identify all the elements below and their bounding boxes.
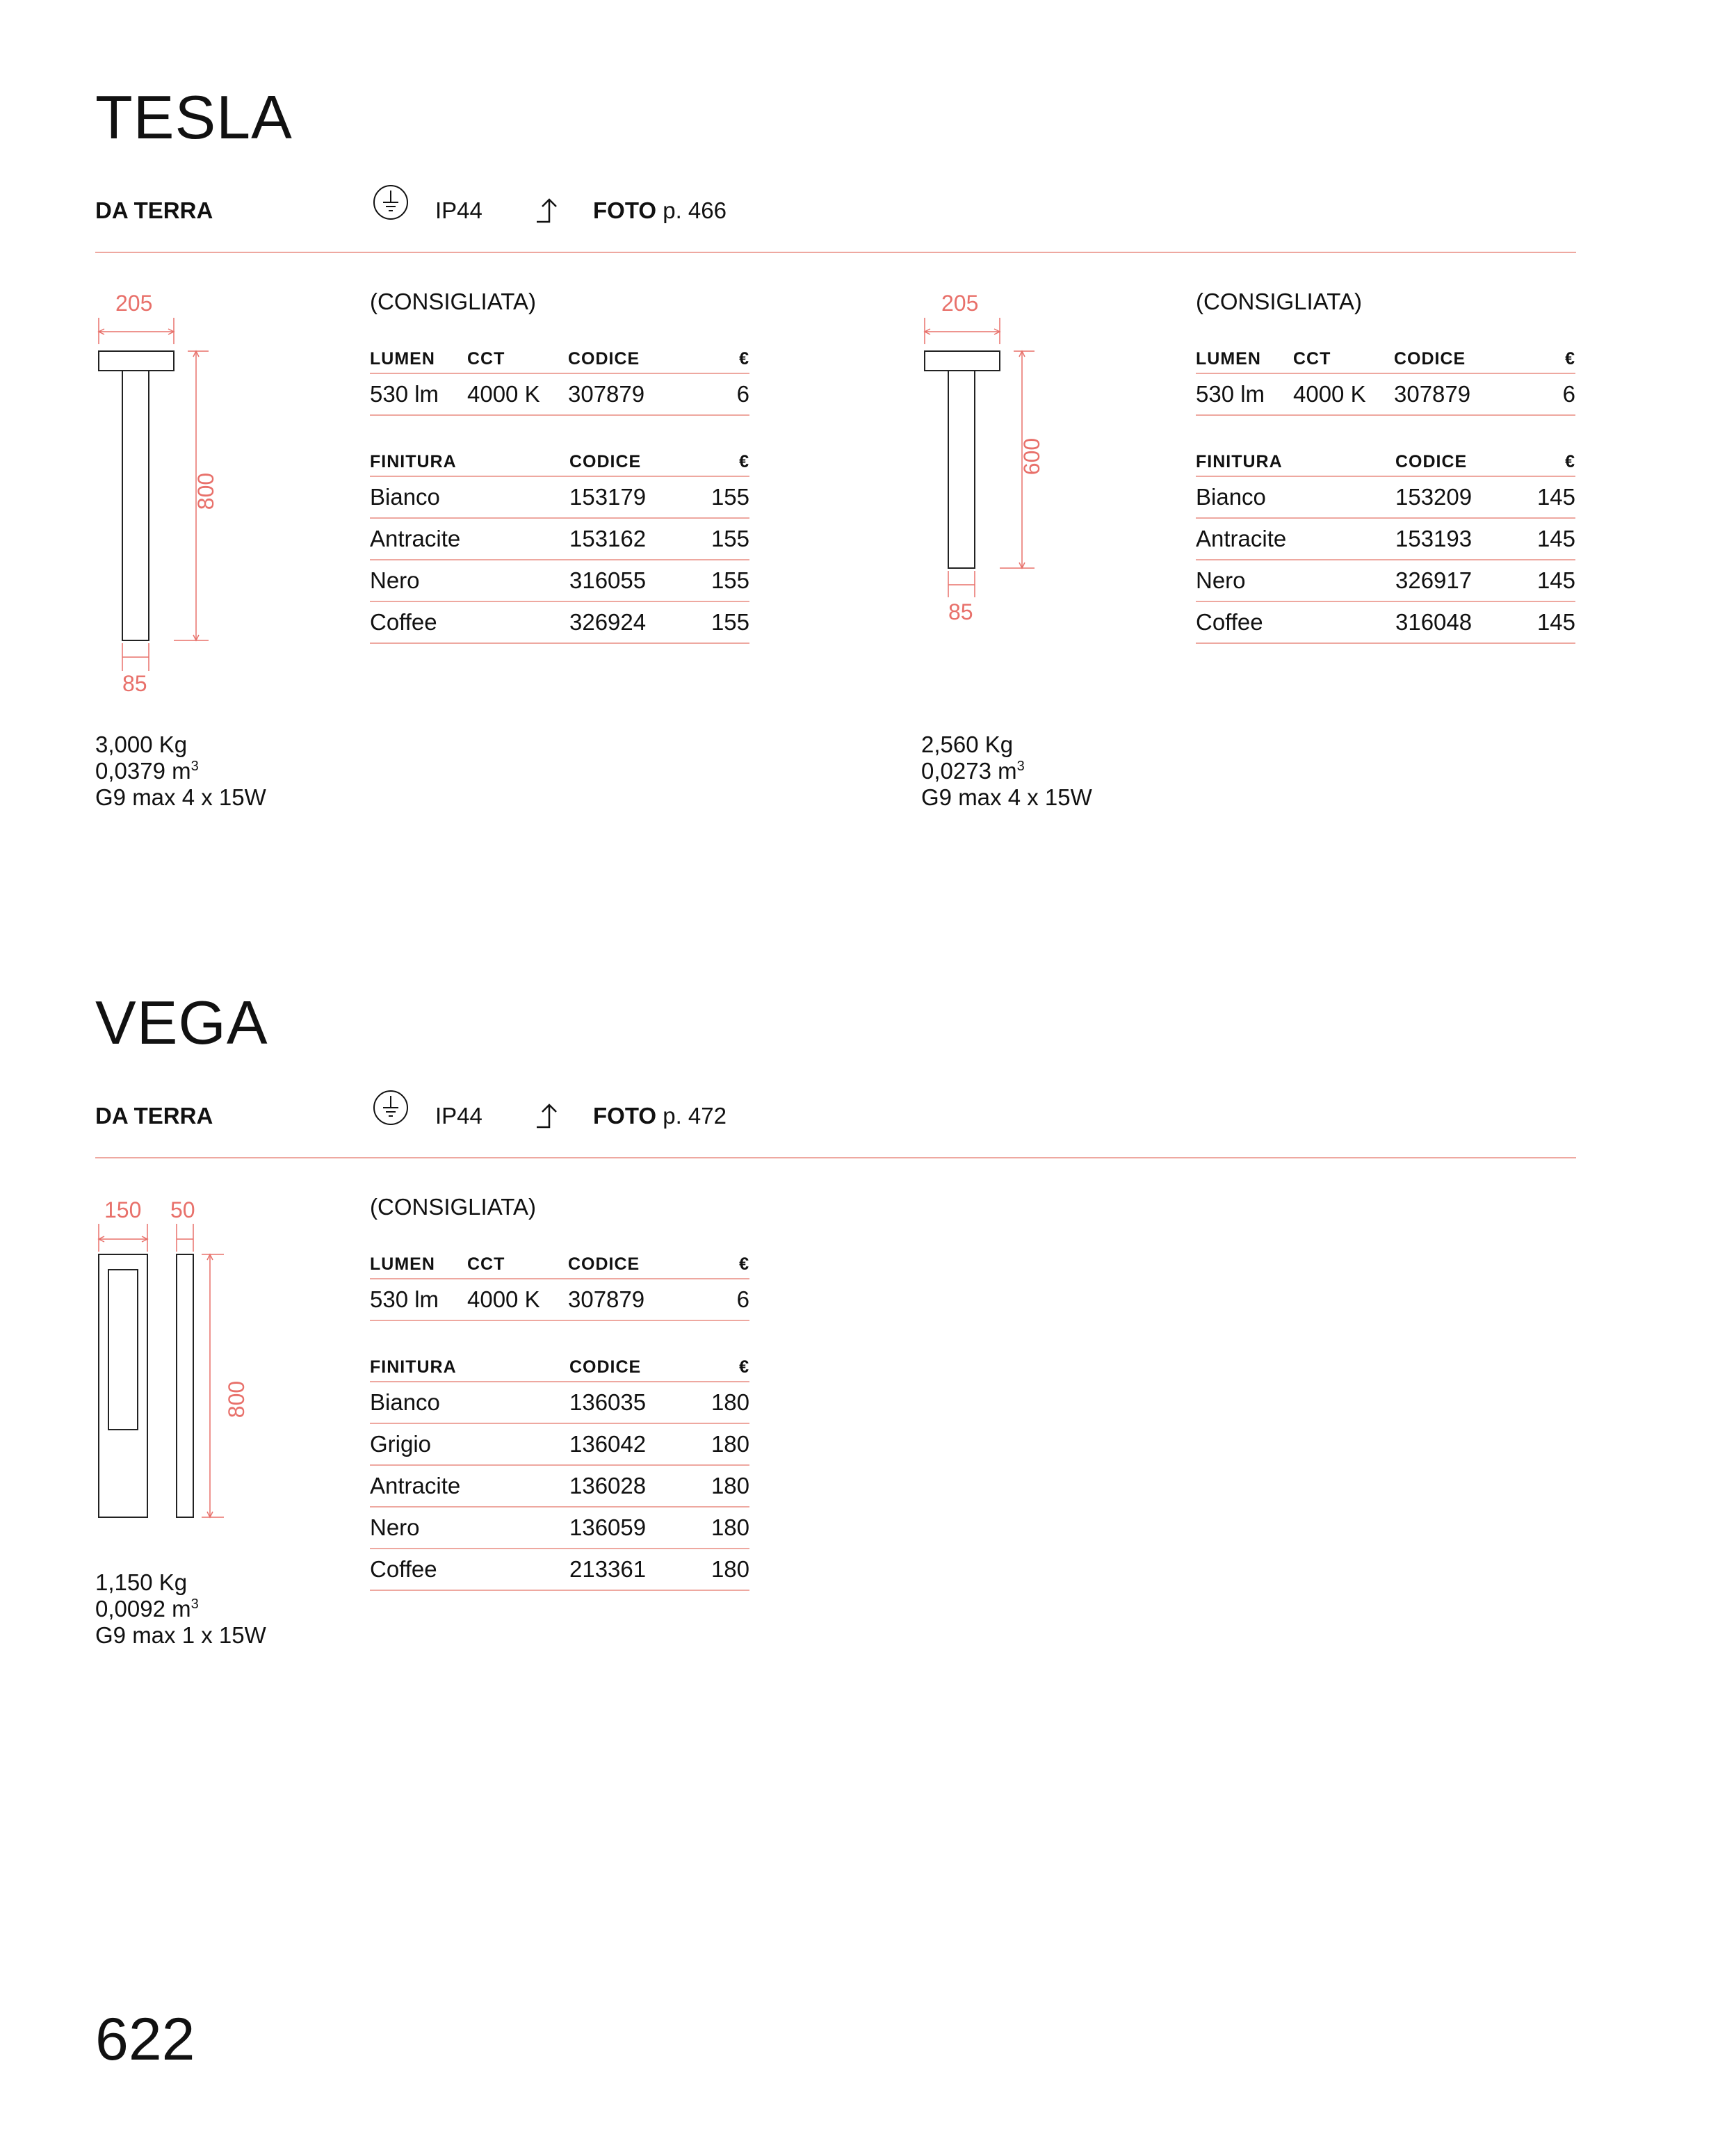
code-value: 307879 bbox=[1394, 381, 1471, 407]
section-divider bbox=[95, 1157, 1576, 1158]
finish-price: 180 bbox=[711, 1514, 749, 1540]
specs-block bbox=[95, 1569, 266, 1649]
finish-name: Antracite bbox=[370, 1473, 461, 1498]
table-row bbox=[370, 1508, 749, 1549]
finish-header-row bbox=[1196, 451, 1575, 477]
finish-name: Coffee bbox=[370, 1556, 437, 1582]
table-row bbox=[1196, 560, 1575, 602]
finish-code: 136042 bbox=[569, 1431, 647, 1457]
finish-name: Nero bbox=[370, 567, 420, 593]
table-row bbox=[370, 1382, 749, 1424]
finish-name: Antracite bbox=[1196, 526, 1287, 551]
finish-price: 155 bbox=[711, 567, 749, 593]
finish-code: 136028 bbox=[569, 1473, 647, 1498]
category-label: DA TERRA bbox=[95, 197, 213, 223]
lamp-header-row bbox=[370, 1253, 749, 1279]
finish-code: 153209 bbox=[1395, 484, 1473, 510]
dim-height: 800 bbox=[193, 472, 219, 510]
table-row bbox=[370, 602, 749, 644]
foto-label: FOTO bbox=[593, 197, 657, 223]
finish-code: 136059 bbox=[569, 1514, 647, 1540]
lamp-spec: G9 max 1 x 15W bbox=[95, 1622, 266, 1648]
price-value: 6 bbox=[736, 381, 749, 407]
finish-name: Bianco bbox=[1196, 484, 1266, 510]
finish-header-row bbox=[370, 451, 749, 477]
volume: 0,0092 m bbox=[95, 1596, 191, 1622]
finish-name: Grigio bbox=[370, 1431, 432, 1457]
finish-price: 145 bbox=[1536, 609, 1575, 635]
section-divider bbox=[95, 252, 1576, 253]
cct-value: 4000 K bbox=[1293, 381, 1366, 407]
lumen-value: 530 lm bbox=[1196, 381, 1265, 407]
header-code: CODICE bbox=[1394, 349, 1466, 369]
ground-symbol-icon bbox=[373, 184, 409, 220]
table-row bbox=[370, 477, 749, 519]
finish-price: 180 bbox=[711, 1431, 749, 1457]
foto-label: FOTO bbox=[593, 1103, 657, 1129]
header-code: CODICE bbox=[569, 452, 642, 471]
lamp-table bbox=[370, 348, 749, 644]
weight: 1,150 Kg bbox=[95, 1569, 188, 1595]
table-row bbox=[370, 519, 749, 560]
finish-name: Coffee bbox=[1196, 609, 1263, 635]
table-row bbox=[370, 374, 749, 416]
header-price: € bbox=[739, 452, 749, 471]
finish-code: 316048 bbox=[1395, 609, 1473, 635]
finish-name: Antracite bbox=[370, 526, 461, 551]
category-label: DA TERRA bbox=[95, 1103, 213, 1129]
lamp-table bbox=[1196, 348, 1575, 644]
lumen-value: 530 lm bbox=[370, 381, 439, 407]
vega-drawing bbox=[90, 1224, 243, 1523]
volume: 0,0273 m bbox=[921, 758, 1017, 784]
finish-name: Coffee bbox=[370, 609, 437, 635]
cct-value: 4000 K bbox=[467, 1286, 540, 1312]
lamp-table bbox=[370, 1253, 749, 1591]
dim-height: 600 bbox=[1019, 437, 1045, 476]
finish-price: 155 bbox=[711, 526, 749, 551]
volume-line bbox=[95, 758, 266, 784]
header-lumen: LUMEN bbox=[370, 1254, 435, 1274]
dim-depth: 50 bbox=[170, 1197, 195, 1222]
dim-top-width: 205 bbox=[115, 291, 153, 316]
header-finish: FINITURA bbox=[1196, 452, 1283, 471]
page-number: 622 bbox=[95, 2006, 195, 2073]
volume-unit: 3 bbox=[1016, 759, 1025, 774]
specs-block bbox=[921, 732, 1092, 811]
photo-reference[interactable] bbox=[593, 1103, 727, 1129]
header-code: CODICE bbox=[1395, 452, 1468, 471]
finish-price: 180 bbox=[711, 1473, 749, 1498]
finish-code: 316055 bbox=[569, 567, 647, 593]
lamp-spec: G9 max 4 x 15W bbox=[921, 784, 1092, 810]
table-row bbox=[370, 1279, 749, 1321]
finish-name: Bianco bbox=[370, 484, 440, 510]
header-price: € bbox=[739, 1254, 749, 1274]
table-row bbox=[370, 560, 749, 602]
product-title-vega: VEGA bbox=[95, 988, 268, 1057]
table-row bbox=[1196, 602, 1575, 644]
finish-code: 153193 bbox=[1395, 526, 1473, 551]
finish-price: 145 bbox=[1536, 484, 1575, 510]
price-value: 6 bbox=[1562, 381, 1575, 407]
finish-price: 180 bbox=[711, 1556, 749, 1582]
volume-unit: 3 bbox=[190, 759, 199, 774]
recommended-label: (CONSIGLIATA) bbox=[370, 1194, 536, 1220]
header-finish: FINITURA bbox=[370, 452, 457, 471]
volume: 0,0379 m bbox=[95, 758, 191, 784]
dim-top-width: 205 bbox=[941, 291, 979, 316]
foto-page: p. 466 bbox=[656, 197, 727, 223]
ip-rating: IP44 bbox=[435, 1103, 482, 1129]
finish-name: Nero bbox=[1196, 567, 1246, 593]
header-cct: CCT bbox=[1293, 349, 1331, 369]
finish-name: Nero bbox=[370, 1514, 420, 1540]
lamp-header-row bbox=[370, 348, 749, 374]
header-code: CODICE bbox=[568, 1254, 640, 1274]
header-cct: CCT bbox=[467, 349, 505, 369]
weight: 3,000 Kg bbox=[95, 732, 188, 757]
dim-width: 150 bbox=[104, 1197, 142, 1222]
lamp-header-row bbox=[1196, 348, 1575, 374]
finish-code: 136035 bbox=[569, 1389, 647, 1415]
weight: 2,560 Kg bbox=[921, 732, 1014, 757]
product-title-tesla: TESLA bbox=[95, 83, 293, 152]
ground-symbol-icon bbox=[373, 1090, 409, 1126]
finish-code: 153162 bbox=[569, 526, 647, 551]
volume-line bbox=[921, 758, 1092, 784]
volume-unit: 3 bbox=[190, 1597, 199, 1612]
lumen-value: 530 lm bbox=[370, 1286, 439, 1312]
table-row bbox=[1196, 519, 1575, 560]
foto-page: p. 472 bbox=[656, 1103, 727, 1129]
finish-code: 153179 bbox=[569, 484, 647, 510]
finish-code: 213361 bbox=[569, 1556, 647, 1582]
header-price: € bbox=[739, 1357, 749, 1377]
price-value: 6 bbox=[736, 1286, 749, 1312]
table-row bbox=[370, 1424, 749, 1466]
header-price: € bbox=[1565, 452, 1575, 471]
header-lumen: LUMEN bbox=[1196, 349, 1261, 369]
table-row bbox=[370, 1466, 749, 1508]
ip-rating: IP44 bbox=[435, 197, 482, 223]
table-row bbox=[1196, 477, 1575, 519]
header-code: CODICE bbox=[568, 349, 640, 369]
header-lumen: LUMEN bbox=[370, 349, 435, 369]
dim-base-width: 85 bbox=[948, 599, 973, 624]
finish-price: 155 bbox=[711, 609, 749, 635]
finish-header-row bbox=[370, 1356, 749, 1382]
finish-code: 326924 bbox=[569, 609, 647, 635]
code-value: 307879 bbox=[568, 1286, 645, 1312]
arrow-up-right-icon bbox=[535, 1102, 563, 1130]
code-value: 307879 bbox=[568, 381, 645, 407]
recommended-label: (CONSIGLIATA) bbox=[370, 289, 536, 314]
header-price: € bbox=[1565, 349, 1575, 369]
header-cct: CCT bbox=[467, 1254, 505, 1274]
photo-reference[interactable] bbox=[593, 197, 727, 224]
finish-name: Bianco bbox=[370, 1389, 440, 1415]
header-finish: FINITURA bbox=[370, 1357, 457, 1377]
header-price: € bbox=[739, 349, 749, 369]
table-row bbox=[1196, 374, 1575, 416]
cct-value: 4000 K bbox=[467, 381, 540, 407]
finish-price: 145 bbox=[1536, 526, 1575, 551]
dim-height: 800 bbox=[224, 1380, 250, 1418]
table-row bbox=[370, 1549, 749, 1591]
finish-price: 180 bbox=[711, 1389, 749, 1415]
finish-price: 155 bbox=[711, 484, 749, 510]
volume-line bbox=[95, 1596, 266, 1622]
arrow-up-right-icon bbox=[535, 197, 563, 225]
finish-code: 326917 bbox=[1395, 567, 1473, 593]
lamp-spec: G9 max 4 x 15W bbox=[95, 784, 266, 810]
recommended-label: (CONSIGLIATA) bbox=[1196, 289, 1362, 314]
specs-block bbox=[95, 732, 266, 811]
finish-price: 145 bbox=[1536, 567, 1575, 593]
dim-base-width: 85 bbox=[122, 671, 147, 696]
header-code: CODICE bbox=[569, 1357, 642, 1377]
